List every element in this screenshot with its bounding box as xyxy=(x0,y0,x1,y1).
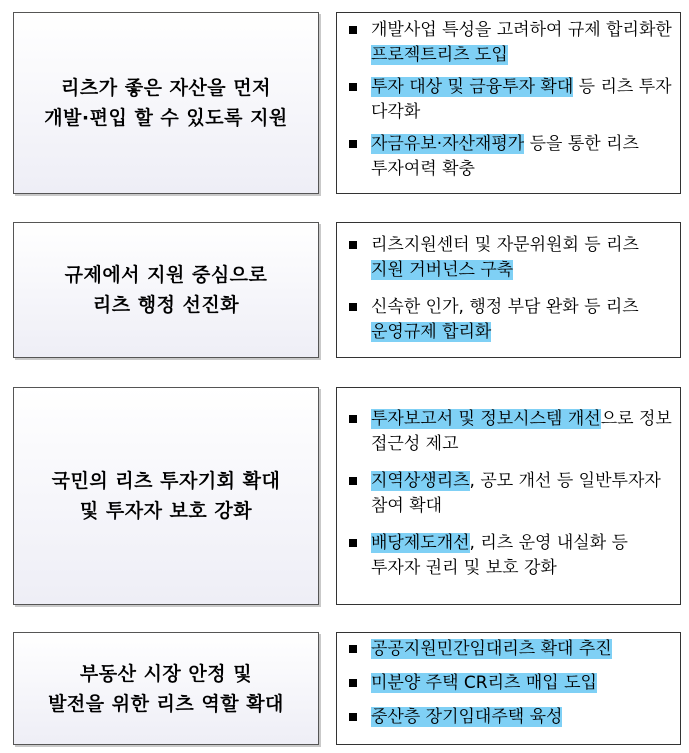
item-highlight: 지역상생리츠 xyxy=(371,471,470,491)
item-text: 리츠지원센터 및 자문위원회 등 리츠 xyxy=(371,235,639,255)
list-item xyxy=(347,233,672,283)
bullet-icon xyxy=(349,713,357,721)
list-item xyxy=(347,531,672,581)
item-highlight: 미분양 주택 CR리츠 매입 도입 xyxy=(371,673,597,693)
heading-box-3 xyxy=(13,387,319,605)
heading-line: 국민의 리츠 투자기회 확대 xyxy=(51,470,281,492)
heading-line: 부동산 시장 안정 및 xyxy=(79,662,253,685)
bullet-icon xyxy=(349,26,357,34)
item-text: , 리츠 운영 내실화 등 투자자 권리 및 보호 강화 xyxy=(371,533,628,578)
list-item xyxy=(347,705,672,730)
heading-line: 및 투자자 보호 강화 xyxy=(79,500,253,522)
item-text: 신속한 인가, 행정 부담 완화 등 리츠 xyxy=(371,297,639,317)
detail-box-2 xyxy=(336,222,681,358)
heading-line: 규제에서 지원 중심으로 xyxy=(64,264,268,286)
heading-box-4 xyxy=(13,632,319,745)
item-text: 등 리츠 투자 다각화 xyxy=(371,77,672,122)
item-highlight: 자금유보·자산재평가 xyxy=(371,134,525,154)
bullet-icon xyxy=(349,241,357,249)
item-text: 으로 정보 접근성 제고 xyxy=(371,409,672,454)
list-item xyxy=(347,75,672,125)
heading-line: 발전을 위한 리츠 역할 확대 xyxy=(48,692,284,715)
item-highlight: 투자 대상 및 금융투자 확대 xyxy=(371,77,574,97)
list-item xyxy=(347,637,672,662)
list-item xyxy=(347,671,672,696)
item-highlight: 배당제도개선 xyxy=(371,533,470,553)
item-highlight: 투자보고서 및 정보시스템 개선 xyxy=(371,409,601,429)
item-text: 개발사업 특성을 고려하여 규제 합리화한 xyxy=(371,20,672,40)
detail-box-4 xyxy=(336,632,681,745)
heading-line: 리츠 행정 선진화 xyxy=(92,294,240,316)
bullet-icon xyxy=(349,645,357,653)
list-item xyxy=(347,132,672,182)
heading-box-1 xyxy=(13,12,319,194)
bullet-icon xyxy=(349,477,357,485)
bullet-icon xyxy=(349,415,357,423)
bullet-icon xyxy=(349,539,357,547)
item-highlight: 지원 거버넌스 구축 xyxy=(371,260,514,280)
detail-box-3 xyxy=(336,387,681,605)
list-item xyxy=(347,469,672,519)
item-highlight: 공공지원민간임대리츠 확대 추진 xyxy=(371,639,612,659)
item-highlight: 운영규제 합리화 xyxy=(371,322,492,342)
detail-box-1 xyxy=(336,12,681,194)
heading-box-2 xyxy=(13,222,319,358)
item-text: 등을 통한 리츠 투자여력 확충 xyxy=(371,134,639,179)
bullet-icon xyxy=(349,679,357,687)
list-item xyxy=(347,295,672,345)
heading-line: 리츠가 좋은 자산을 먼저 xyxy=(61,77,271,99)
list-item xyxy=(347,18,672,68)
item-highlight: 프로젝트리츠 도입 xyxy=(371,45,508,65)
bullet-icon xyxy=(349,303,357,311)
item-text: , 공모 개선 등 일반투자자 참여 확대 xyxy=(371,471,661,516)
list-item xyxy=(347,407,672,457)
heading-line: 개발·편입 할 수 있도록 지원 xyxy=(44,107,288,129)
item-highlight: 중산층 장기임대주택 육성 xyxy=(371,707,563,727)
bullet-icon xyxy=(349,140,357,148)
bullet-icon xyxy=(349,83,357,91)
